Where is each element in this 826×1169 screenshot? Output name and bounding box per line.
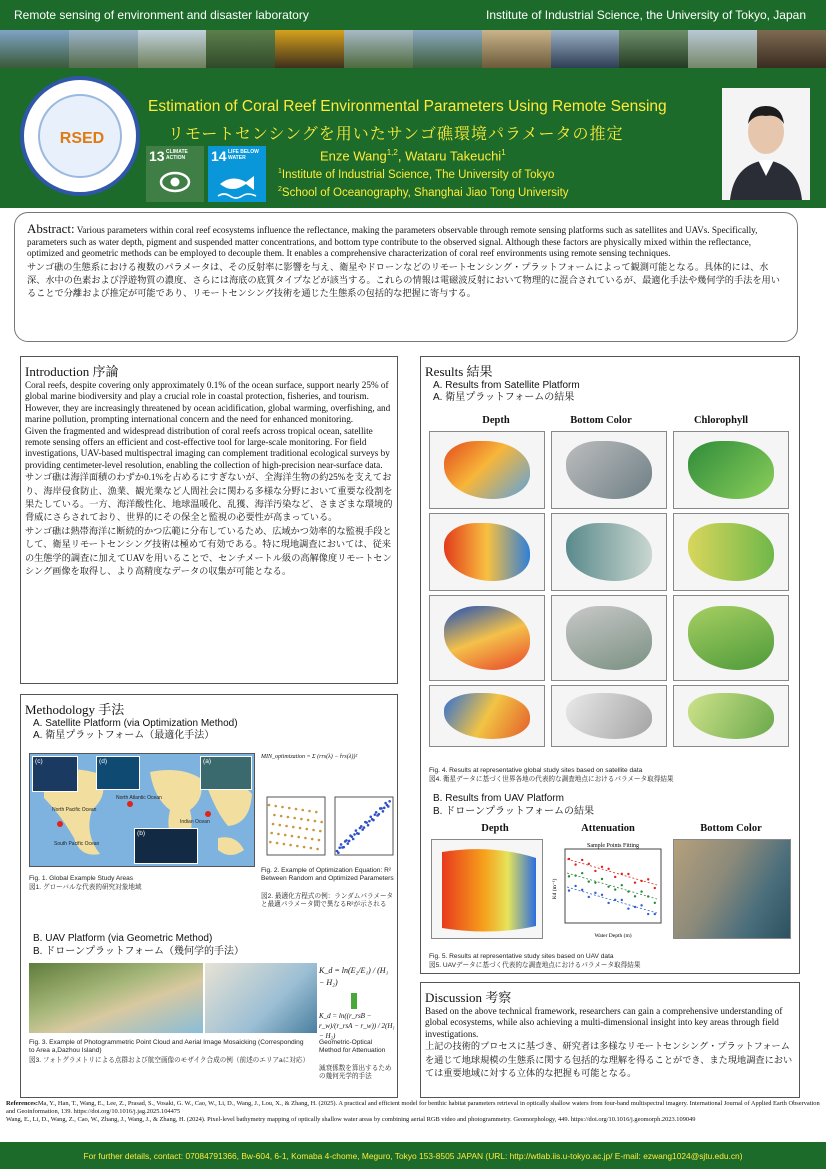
attenuation-point [594, 870, 596, 872]
kd-formula-1: K_d = ln(E₂/E₁) / (H₁ − H₂) [319, 966, 389, 987]
scatter-point [285, 825, 288, 828]
method-sub-b-en: B. UAV Platform (via Geometric Method) [33, 933, 213, 944]
abstract-box [14, 212, 798, 342]
attenuation-point [594, 892, 596, 894]
attenuation-point [640, 890, 642, 892]
r2-scatter-optimized [329, 795, 395, 861]
scatter-point [277, 833, 280, 836]
map-label-south-pacific: South Pacific Ocean [54, 841, 100, 847]
fig2-caption-ja: 図2. 最適化方程式の例：ランダムパラメータと最適パラメータ間で異なるR²が示される [261, 893, 394, 908]
author-portrait [722, 88, 810, 200]
uav-depth-map [431, 839, 543, 939]
attenuation-point [601, 866, 603, 868]
map-label-north-pacific: North Pacific Ocean [52, 807, 97, 813]
scatter-point [280, 815, 283, 818]
uav-head-bottom-color: Bottom Color [700, 823, 762, 834]
discussion-section [420, 982, 800, 1098]
kd-caption-en: Geometric-Optical Method for Attenuation [319, 1039, 386, 1054]
inset-c-label: (c) [35, 758, 43, 765]
scatter-point [387, 805, 390, 808]
discussion-japanese: 上記の技術的プロセスに基づき、研究者は多様なリモートセンシング・プラットフォームを通じて地球規模の生態系に関する包括的な理解を得ることができ、また現地調査においては重要地域に対する立体的な把握も可能となる。 [425, 1041, 793, 1079]
scatter-point [297, 836, 300, 839]
attenuation-point [581, 859, 583, 861]
scatter-point [316, 848, 319, 851]
scatter-point [268, 804, 271, 807]
scatter-point [315, 811, 318, 814]
sat-result-panel [551, 513, 667, 591]
affiliation-1-number: 1 [278, 168, 282, 175]
intro-paragraph-4: サンゴ礁は熱帯海洋に断続的かつ広範に分布しているため、広域かつ効率的な監視手段として、衛星リモートセンシング技術は極めて有効である。特に現地調査においては、従来の生態学的調査に加えてUAVを用いることで、センチメートル級の高解像度リモートセンシング画像を取得し、より高精度なデータの収集が可能となる。 [25, 525, 392, 577]
sat-result-panel [429, 685, 545, 747]
fig1-caption-ja: 図1. グローバルな代表的研究対象地域 [29, 884, 142, 891]
inset-b-label: (b) [137, 830, 146, 837]
scatter-point [270, 832, 273, 835]
attenuation-point [574, 885, 576, 887]
inset-a [200, 756, 252, 790]
affiliation-2-text: School of Oceanography, Shanghai Jiao Tong University [281, 186, 569, 199]
abstract-english: Various parameters within coral reef ecosystems influence the reflectance, making the parameters observable through remote sensing platforms such as satellites and UAVs. Specifically, parameters such as water depth, pigment and suspended matter concentrations, and bottom type contribute to the observed signal. Although these factors are physically mixed within the reflectance, optimized and geometric methods can be employed to decouple them. It enables a comprehensive characterization of coral reef environments using remote sensing techniques. [27, 225, 758, 259]
uav-bottom-color-map [673, 839, 791, 939]
scatter-point [319, 830, 322, 833]
scatter-point [360, 825, 363, 828]
sdg13-number: 13 [149, 148, 165, 164]
kd-caption-ja: 減衰係数を算出するための幾何光学的手法 [319, 1065, 392, 1080]
attenuation-point [588, 880, 590, 882]
fig5-caption-ja: 図5. UAVデータに基づく代表的な調査地点におけるパラメータ取得結果 [429, 962, 641, 969]
inset-c [32, 756, 78, 792]
scatter-point [368, 820, 371, 823]
affiliation-2-number: 2 [278, 186, 282, 193]
scatter-point [293, 817, 296, 820]
scatter-point [279, 824, 282, 827]
scatter-point [303, 846, 306, 849]
scatter-point [291, 835, 294, 838]
attenuation-point [588, 896, 590, 898]
scatter-point [351, 836, 354, 839]
r2-scatter-random [261, 795, 327, 861]
author-2-affiliation: 1 [501, 148, 506, 157]
col-head-chlorophyll: Chlorophyll [693, 415, 749, 426]
sat-result-panel [673, 595, 789, 681]
inset-d-label: (d) [99, 758, 108, 765]
sdg13-label: CLIMATE ACTION [166, 149, 188, 161]
scatter-point [296, 845, 299, 848]
scatter-point [388, 800, 391, 803]
attenuation-point [614, 888, 616, 890]
optimization-equation [261, 753, 393, 793]
scatter-point [283, 843, 286, 846]
scatter-point [374, 813, 377, 816]
discussion-title: Discussion 考察 [425, 990, 512, 1005]
sdg14-number: 14 [211, 148, 227, 164]
satellite-results-grid [429, 431, 793, 749]
scatter-point [367, 824, 370, 827]
attn-title: Sample Points Fitting [586, 843, 640, 849]
sdg14-label: LIFE BELOW WATER [228, 149, 259, 161]
sat-result-panel [429, 513, 545, 591]
scatter-point [375, 811, 378, 814]
scatter-point [272, 823, 275, 826]
inset-d [96, 756, 140, 790]
kd-arrow-bar [351, 993, 357, 1009]
scatter-point [357, 832, 360, 835]
attenuation-point [568, 875, 570, 877]
scatter-point [304, 837, 307, 840]
kd-formula-2: K_d = ln((r_rsB − r_w)/(r_rsA − r_w)) / 2(H₁ − H₂) [319, 1012, 395, 1040]
photo-strip [0, 30, 826, 68]
introduction-title: Introduction 序論 [25, 364, 119, 379]
affiliation-2 [278, 186, 569, 199]
inset-a-label: (a) [203, 758, 212, 765]
attenuation-point [627, 873, 629, 875]
scatter-point [289, 844, 292, 847]
fig1-caption-en: Fig. 1. Global Example Study Areas [29, 875, 134, 882]
attenuation-point [601, 878, 603, 880]
author-1: Enze Wang [320, 148, 387, 164]
author-1-affiliation: 1,2 [386, 148, 398, 157]
sdg13-icon [146, 146, 204, 202]
scatter-point [338, 846, 341, 849]
affiliation-1 [278, 168, 554, 181]
scatter-point [318, 839, 321, 842]
abstract-japanese: サンゴ礁の生態系における複数のパラメータは、その反射率に影響を与え、衛星やドローンなどのリモートセンシング・プラットフォームによって観測可能となる。具体的には、水深、水中の色素および浮遊物質の濃度、さらには海底の底質タイプなどが該当する。これらの情報は電磁波反射において物理的に混合されているが、最適化手法や幾何学的手法を用いることで分離および推定が可能であり、リモートセンシング技術を通じた生態系の包括的な把握に寄与する。 [27, 261, 780, 298]
attenuation-point [634, 881, 636, 883]
attenuation-point [654, 913, 656, 915]
authors [320, 148, 506, 163]
results-sub-a-en: A. Results from Satellite Platform [433, 380, 580, 391]
reference-2: Wang, E., Li, D., Wang, Z., Cao, W., Zhang, J., Wang, J., & Zhang, H. (2024). Pixel-level bathymetry mapping of optically shallow water areas by combining aerial RGB video and photogrammetry. Geomorphology, 449. https://doi.org/10.1016/j.geomorph.2023.109049 [6, 1116, 696, 1124]
lab-name: Remote sensing of environment and disaster laboratory [14, 8, 309, 22]
attenuation-point [614, 876, 616, 878]
attenuation-point [607, 868, 609, 870]
attn-xlabel: Water Depth (m) [594, 933, 632, 939]
sat-result-panel [551, 595, 667, 681]
scatter-point [320, 821, 323, 824]
scatter-point [369, 815, 372, 818]
attenuation-point [654, 902, 656, 904]
scatter-point [312, 829, 315, 832]
uav-head-depth: Depth [481, 823, 509, 834]
results-section [420, 356, 800, 974]
attenuation-point [621, 899, 623, 901]
attenuation-point [581, 889, 583, 891]
scatter-point [372, 819, 375, 822]
point-cloud-image [29, 963, 203, 1033]
scatter-point [299, 827, 302, 830]
uav-head-attenuation: Attenuation [581, 823, 635, 834]
map-label-indian-ocean: Indian Ocean [180, 819, 210, 825]
attenuation-point [607, 902, 609, 904]
attenuation-point [647, 913, 649, 915]
sat-result-panel [429, 595, 545, 681]
attenuation-point [601, 894, 603, 896]
attenuation-point [647, 878, 649, 880]
affiliation-1-text: Institute of Industrial Science, The University of Tokyo [281, 168, 555, 181]
introduction-section [20, 356, 398, 684]
fig2-caption-en: Fig. 2. Example of Optimization Equation: R² Between Random and Optimized Parameters [261, 867, 394, 882]
attenuation-point [634, 895, 636, 897]
sat-result-panel [673, 431, 789, 509]
scatter-point [292, 826, 295, 829]
intro-paragraph-1: Coral reefs, despite covering only approximately 0.1% of the ocean surface, support nearly 25% of global marine biodiversity and play a crucial role in coastal protection, fisheries, and tourism. However, they are increasingly threatened by ocean acidification, global warming, overfishing, and marine pollution, prompting international concern and the need for enhanced monitoring. [25, 380, 391, 425]
title-japanese: リモートセンシングを用いたサンゴ礁環境パラメータの推定 [168, 126, 624, 143]
sat-result-panel [551, 431, 667, 509]
fig3-caption-en: Fig. 3. Example of Photogrammetric Point Cloud and Aerial Image Mosaicking (Corresponding to Area a,Dazhou Island) [29, 1039, 304, 1054]
scatter-point [269, 841, 272, 844]
author-2: , Wataru Takeuchi [397, 148, 502, 164]
scatter-point [288, 807, 291, 810]
results-title: Results 結果 [425, 364, 493, 379]
scatter-point [307, 819, 310, 822]
scatter-point [301, 809, 304, 812]
scatter-point [383, 807, 386, 810]
attenuation-point [640, 904, 642, 906]
scatter-point [295, 808, 298, 811]
attenuation-point [607, 885, 609, 887]
global-study-areas-map [29, 753, 255, 867]
intro-paragraph-2: Given the fragmented and widespread distribution of coral reefs across tropical ocean, satellite remote sensing offers an efficient and cost-effective tool for large-scale monitoring. For field investigations, UAV-based multispectral imaging can complement traditional ecological surveys by providing centimeter-level resolution, enabling the collection of high-precision near-surface data. [25, 425, 390, 470]
scatter-point [311, 838, 314, 841]
attn-ylabel: Kd (m⁻¹) [552, 878, 558, 900]
scatter-point [310, 847, 313, 850]
institute-name: Institute of Industrial Science, the University of Tokyo, Japan [486, 8, 806, 22]
attenuation-point [654, 887, 656, 889]
scatter-point [353, 833, 356, 836]
scatter-point [314, 820, 317, 823]
fig4-caption-en: Fig. 4. Results at representative global study sites based on satellite data [429, 767, 643, 774]
results-sub-b-en: B. Results from UAV Platform [433, 793, 564, 804]
col-head-bottom-color: Bottom Color [570, 415, 632, 426]
scatter-point [352, 838, 355, 841]
scatter-point [287, 816, 290, 819]
optimization-formula: MIN_optimization = Σ (rrs(λ) − r̂rs(λ))² [261, 754, 358, 760]
results-sub-b-ja: B. ドローンプラットフォームの結果 [433, 806, 595, 817]
fig3-caption-ja: 図3. フォトグラメトリによる点群および航空画像のモザイク合成の例（前述のエリアaに対応） [29, 1057, 310, 1064]
scatter-point [281, 806, 284, 809]
sdg14-icon [208, 146, 266, 202]
col-head-depth: Depth [482, 415, 510, 426]
scatter-point [284, 834, 287, 837]
scatter-point [342, 846, 345, 849]
aerial-mosaic-image [205, 963, 317, 1033]
scatter-point [276, 842, 279, 845]
scatter-point [347, 842, 350, 845]
scatter-point [355, 829, 358, 832]
sat-result-panel [551, 685, 667, 747]
methodology-title: Methodology 手法 [25, 702, 125, 717]
scatter-point [382, 810, 385, 813]
methodology-section [20, 694, 398, 1098]
title-english: Estimation of Coral Reef Environmental Parameters Using Remote Sensing [148, 98, 667, 115]
attenuation-point [621, 884, 623, 886]
scatter-point [340, 843, 343, 846]
sat-result-panel [673, 513, 789, 591]
scatter-point [306, 828, 309, 831]
attenuation-point [627, 907, 629, 909]
sat-result-panel [429, 431, 545, 509]
fig4-caption-ja: 図4. 衛星データに基づく世界各地の代表的な調査地点におけるパラメータ取得結果 [429, 776, 674, 783]
logo-text: RSED [59, 130, 105, 147]
scatter-point [380, 807, 383, 810]
attenuation-point [574, 863, 576, 865]
method-sub-a-en: A. Satellite Platform (via Optimization Method) [33, 718, 238, 729]
top-bar [0, 0, 826, 30]
attenuation-point [568, 889, 570, 891]
method-sub-a-ja: A. 衛星プラットフォーム（最適化手法） [33, 730, 215, 741]
scatter-point [363, 826, 366, 829]
rsed-logo [20, 76, 140, 196]
attenuation-point [581, 872, 583, 874]
sat-result-panel [673, 685, 789, 747]
inset-b [134, 828, 198, 864]
references [6, 1100, 820, 1125]
attenuation-chart [551, 839, 665, 939]
footer-contact: For further details, contact: 07084791366, Bw-604, 6-1, Komaba 4-chome, Meguro, Tokyo 153-8505 JAPAN (URL: http://wtlab.iis.u-tokyo.ac.jp/ E-mail: ezwang1024@sjtu.edu.cn) [0, 1142, 826, 1169]
scatter-point [348, 840, 351, 843]
scatter-point [274, 805, 277, 808]
references-label: References: [6, 1100, 38, 1107]
results-sub-a-ja: A. 衛星プラットフォームの結果 [433, 392, 575, 403]
scatter-point [300, 818, 303, 821]
map-label-north-atlantic: North Atlantic Ocean [116, 795, 162, 801]
scatter-point [273, 814, 276, 817]
scatter-point [345, 839, 348, 842]
intro-paragraph-3: サンゴ礁は海洋面積のわずか0.1%を占めるにすぎないが、全海洋生物の約25%を支えており、海岸侵食防止、漁業、観光業など人間社会に関わる多様な分野において重要な役割を果たしている。一方、海洋酸性化、地球温暖化、乱獲、海洋汚染など、さまざまな環境的脅威にさらされており、世界的にその保全と監視の必要性が高まっている。 [25, 472, 393, 523]
fig5-caption-en: Fig. 5. Results at representative study sites based on UAV data [429, 953, 614, 960]
scatter-point [365, 821, 368, 824]
method-sub-b-ja: B. ドローンプラットフォーム（幾何学的手法） [33, 946, 245, 957]
abstract-heading: Abstract: [27, 221, 75, 236]
scatter-point [378, 813, 381, 816]
attenuation-point [594, 881, 596, 883]
discussion-english: Based on the above technical framework, researchers can gain a comprehensive understanding of global ecosystems, while also achieving a multi-dimensional insight into key areas through field investigations. [425, 1006, 783, 1039]
reference-1: Ma, Y., Han, T., Wang, E., Lee, Z., Prasad, S., Vosaki, G. W., Cao, W., Li, D., Wang, J., Lou, X., & Zhang, H. (2025). A practical and efficient model for benthic habitat parameters retrieval in optically shallow waters from four-band multispectral imagery. International Journal of Applied Earth Observation and Geoinformation, 139. https://doi.org/10.1016/j.jag.2025.104475 [6, 1100, 820, 1116]
scatter-point [308, 810, 311, 813]
scatter-point [337, 851, 340, 854]
